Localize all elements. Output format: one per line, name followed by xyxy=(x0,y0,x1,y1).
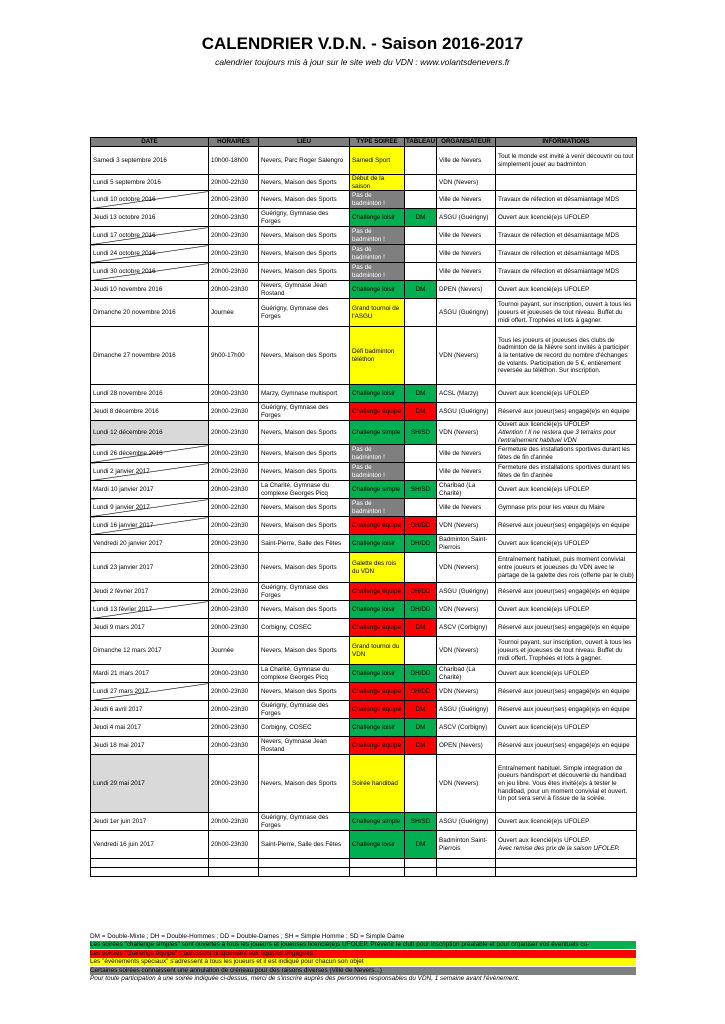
date-cell: Dimanche 12 mars 2017 xyxy=(91,637,209,665)
lieu-cell: Guérigny, Gymnase des Forges xyxy=(259,299,350,327)
date-cell: Vendredi 16 juin 2017 xyxy=(91,831,209,859)
organisateur-cell: Ville de Nevers xyxy=(437,445,496,463)
lieu-cell: Nevers, Maison des Sports xyxy=(259,445,350,463)
horaires-cell: 20h00-23h30 xyxy=(209,421,259,445)
horaires-cell: 20h00-23h30 xyxy=(209,245,259,263)
empty-cell xyxy=(259,868,350,877)
informations-cell: Réservé aux joueur(ses) engagé(e)s en équipe xyxy=(496,701,637,719)
date-cell: Lundi 30 octobre 2016 xyxy=(91,263,209,281)
informations-cell: Ouvert aux licencié(e)s UFOLEP xyxy=(496,719,637,737)
tableau-cell: DH/DD xyxy=(405,601,437,619)
lieu-cell: Guérigny, Gymnase des Forges xyxy=(259,209,350,227)
horaires-cell: 20h00-23h30 xyxy=(209,813,259,831)
lieu-cell: Guérigny, Gymnase des Forges xyxy=(259,583,350,601)
horaires-cell: 20h00-23h30 xyxy=(209,683,259,701)
organisateur-cell: VDN (Nevers) xyxy=(437,637,496,665)
tableau-cell xyxy=(405,299,437,327)
type-cell: Challenge équipe xyxy=(350,737,405,755)
lieu-cell: Nevers, Maison des Sports xyxy=(259,755,350,813)
type-cell: Challenge loisir xyxy=(350,281,405,299)
legend-gray: Certaines soirées connaissent une annulation de créneau pour des raisons diverses (Ville de Nevers...) xyxy=(90,967,636,975)
info-line: Ouvert aux licencié(e)s UFOLEP xyxy=(498,421,590,429)
lieu-cell: Nevers, Maison des Sports xyxy=(259,327,350,385)
date-cell: Lundi 26 décembre 2016 xyxy=(91,445,209,463)
informations-cell: Entraînement habituel. Simple intégration de joueurs handisport et découverte du handibad en jeu libre. Vous êtes invité(e)s à tester le handibad, pour un moment convivial et ouvert. Un pot sera servi à l'issue de la soirée. xyxy=(496,755,637,813)
tableau-cell: DH/DD xyxy=(405,683,437,701)
organisateur-cell: Ville de Nevers xyxy=(437,191,496,209)
type-cell: Pas de badminton ! xyxy=(350,445,405,463)
tableau-cell: DH/DD xyxy=(405,535,437,553)
table-row xyxy=(91,665,637,683)
table-row xyxy=(91,175,637,191)
date-cell: Lundi 9 janvier 2017 xyxy=(91,499,209,517)
empty-cell xyxy=(259,859,350,868)
tableau-cell: DH/DD xyxy=(405,517,437,535)
tableau-cell xyxy=(405,463,437,481)
horaires-cell: 20h00-23h30 xyxy=(209,831,259,859)
type-cell: Soirée handibad xyxy=(350,755,405,813)
informations-cell: Tout le monde est invité à venir découvrir ou tout simplement jouer au badminton xyxy=(496,147,637,175)
tableau-cell: DM xyxy=(405,385,437,403)
table-row xyxy=(91,147,637,175)
table-row xyxy=(91,619,637,637)
informations-cell: Ouvert aux licencié(e)s UFOLEP xyxy=(496,281,637,299)
empty-cell xyxy=(350,868,405,877)
table-row xyxy=(91,601,637,619)
table-row xyxy=(91,719,637,737)
date-cell: Mardi 21 mars 2017 xyxy=(91,665,209,683)
tableau-cell xyxy=(405,175,437,191)
type-cell: Challenge équipe xyxy=(350,701,405,719)
empty-cell xyxy=(209,859,259,868)
date-cell: Jeudi 18 mai 2017 xyxy=(91,737,209,755)
date-cell: Jeudi 13 octobre 2016 xyxy=(91,209,209,227)
informations-cell: Fermeture des installations sportives durant les fêtes de fin d'année xyxy=(496,463,637,481)
date-cell: Jeudi 2 février 2017 xyxy=(91,583,209,601)
empty-cell xyxy=(437,868,496,877)
informations-cell: Ouvert aux licencié(e)s UFOLEP xyxy=(496,813,637,831)
lieu-cell: Marzy, Gymnase multisport xyxy=(259,385,350,403)
table-row xyxy=(91,831,637,859)
tableau-cell: DH/DD xyxy=(405,665,437,683)
horaires-cell: 20h00-23h30 xyxy=(209,755,259,813)
horaires-cell: 20h00-23h30 xyxy=(209,583,259,601)
date-cell: Dimanche 27 novembre 2016 xyxy=(91,327,209,385)
tableau-cell: SH/SD xyxy=(405,813,437,831)
type-cell: Challenge simple xyxy=(350,813,405,831)
col-organisateur: ORGANISATEUR xyxy=(437,138,496,147)
informations-cell: Ouvert aux licencié(e)s UFOLEP xyxy=(496,209,637,227)
organisateur-cell: Ville de Nevers xyxy=(437,463,496,481)
type-cell: Challenge loisir xyxy=(350,209,405,227)
organisateur-cell: VDN (Nevers) xyxy=(437,327,496,385)
table-row xyxy=(91,517,637,535)
date-cell: Jeudi 4 mai 2017 xyxy=(91,719,209,737)
empty-cell xyxy=(496,859,637,868)
informations-cell: Travaux de réfection et désamiantage MDS xyxy=(496,245,637,263)
tableau-cell: DM xyxy=(405,719,437,737)
date-cell: Jeudi 6 avril 2017 xyxy=(91,701,209,719)
informations-cell: Réservé aux joueur(ses) engagé(e)s en équipe xyxy=(496,583,637,601)
empty-cell xyxy=(496,868,637,877)
lieu-cell: Nevers, Maison des Sports xyxy=(259,637,350,665)
tableau-cell xyxy=(405,191,437,209)
date-cell: Jeudi 8 décembre 2016 xyxy=(91,403,209,421)
page-title: CALENDRIER V.D.N. - Saison 2016-2017 xyxy=(201,34,524,53)
calendar-table xyxy=(90,137,637,877)
info-line: Ouvert aux licencié(e)s UFOLEP. xyxy=(498,837,591,845)
informations-cell: Ouvert aux licencié(e)s UFOLEP xyxy=(496,601,637,619)
date-cell: Dimanche 20 novembre 2016 xyxy=(91,299,209,327)
table-row xyxy=(91,755,637,813)
table-row xyxy=(91,583,637,601)
type-cell: Défi badminton téléthon xyxy=(350,327,405,385)
table-row xyxy=(91,191,637,209)
horaires-cell: 20h00-23h30 xyxy=(209,281,259,299)
organisateur-cell: VDN (Nevers) xyxy=(437,553,496,583)
horaires-cell: 20h00-23h30 xyxy=(209,385,259,403)
date-cell: Lundi 13 février 2017 xyxy=(91,601,209,619)
informations-cell xyxy=(496,831,637,859)
lieu-cell: Nevers, Parc Roger Salengro xyxy=(259,147,350,175)
organisateur-cell: Charibad (La Charité) xyxy=(437,481,496,499)
lieu-cell: Saint-Pierre, Salle des Fêtes xyxy=(259,831,350,859)
info-note: Avec remise des prix de la saison UFOLEP. xyxy=(498,844,620,852)
tableau-cell: DM xyxy=(405,831,437,859)
date-cell: Jeudi 9 mars 2017 xyxy=(91,619,209,637)
informations-cell: Travaux de réfection et désamiantage MDS xyxy=(496,191,637,209)
tableau-cell xyxy=(405,263,437,281)
type-cell: Challenge simple xyxy=(350,421,405,445)
date-cell: Samedi 3 septembre 2016 xyxy=(91,147,209,175)
type-cell: Début de la saison xyxy=(350,175,405,191)
organisateur-cell: ASGU (Guérigny) xyxy=(437,299,496,327)
table-row xyxy=(91,535,637,553)
horaires-cell: 20h00-23h30 xyxy=(209,619,259,637)
organisateur-cell: DPEN (Nevers) xyxy=(437,281,496,299)
table-row xyxy=(91,553,637,583)
informations-cell: Fermeture des installations sportives durant les fêtes de fin d'année xyxy=(496,445,637,463)
horaires-cell: 20h00-23h30 xyxy=(209,601,259,619)
type-cell: Challenge loisir xyxy=(350,601,405,619)
organisateur-cell: Ville de Nevers xyxy=(437,245,496,263)
informations-cell: Travaux de réfection et désamiantage MDS xyxy=(496,263,637,281)
organisateur-cell: Charibad (La Charité) xyxy=(437,665,496,683)
table-row xyxy=(91,737,637,755)
lieu-cell: Saint-Pierre, Salle des Fêtes xyxy=(259,535,350,553)
horaires-cell: 20h00-23h30 xyxy=(209,191,259,209)
table-row xyxy=(91,499,637,517)
empty-cell xyxy=(91,859,209,868)
table-header-row xyxy=(91,138,637,147)
horaires-cell: 20h00-23h30 xyxy=(209,463,259,481)
organisateur-cell: VDN (Nevers) xyxy=(437,421,496,445)
horaires-cell: 20h00-23h30 xyxy=(209,517,259,535)
organisateur-cell: ASGU (Guérigny) xyxy=(437,813,496,831)
horaires-cell: 20h00-22h30 xyxy=(209,499,259,517)
table-row xyxy=(91,209,637,227)
empty-cell xyxy=(209,868,259,877)
horaires-cell: 20h00-23h30 xyxy=(209,227,259,245)
tableau-cell xyxy=(405,245,437,263)
type-cell: Challenge équipe xyxy=(350,619,405,637)
col-date: DATE xyxy=(91,138,209,147)
horaires-cell: 20h00-22h30 xyxy=(209,175,259,191)
table-row xyxy=(91,683,637,701)
date-cell: Mardi 10 janvier 2017 xyxy=(91,481,209,499)
date-cell: Lundi 17 octobre 2016 xyxy=(91,227,209,245)
table-row xyxy=(91,263,637,281)
tableau-cell xyxy=(405,227,437,245)
empty-cell xyxy=(405,868,437,877)
date-cell: Lundi 28 novembre 2016 xyxy=(91,385,209,403)
type-cell: Challenge équipe xyxy=(350,583,405,601)
tableau-cell: SH/SD xyxy=(405,421,437,445)
organisateur-cell: VDN (Nevers) xyxy=(437,755,496,813)
lieu-cell: La Charité, Gymnase du complexe Georges Picq xyxy=(259,481,350,499)
horaires-cell: 9h00-17h00 xyxy=(209,327,259,385)
tableau-cell xyxy=(405,147,437,175)
table-row xyxy=(91,813,637,831)
tableau-cell: DM xyxy=(405,403,437,421)
empty-cell xyxy=(350,859,405,868)
organisateur-cell: ACSL (Marzy) xyxy=(437,385,496,403)
lieu-cell: Nevers, Maison des Sports xyxy=(259,191,350,209)
informations-cell: Tournoi payant, sur inscription, ouvert à tous les joueurs et joueuses de tout niveau. Buffet du midi offert. Trophées et lots à gagner. xyxy=(496,299,637,327)
lieu-cell: Nevers, Maison des Sports xyxy=(259,601,350,619)
table-row xyxy=(91,327,637,385)
col-informations: INFORMATIONS xyxy=(496,138,637,147)
organisateur-cell: Badminton Saint-Pierrois xyxy=(437,831,496,859)
organisateur-cell: ASCV (Corbigny) xyxy=(437,619,496,637)
table-row xyxy=(91,637,637,665)
lieu-cell: Nevers, Maison des Sports xyxy=(259,245,350,263)
type-cell: Grand tournoi de l'ASGU xyxy=(350,299,405,327)
horaires-cell: 20h00-23h30 xyxy=(209,403,259,421)
informations-cell: Ouvert aux licencié(e)s UFOLEP xyxy=(496,481,637,499)
empty-cell xyxy=(405,859,437,868)
lieu-cell: Corbigny, COSEC xyxy=(259,619,350,637)
col-tableau: TABLEAU xyxy=(405,138,436,146)
informations-cell: Travaux de réfection et désamiantage MDS xyxy=(496,227,637,245)
date-cell: Lundi 23 janvier 2017 xyxy=(91,553,209,583)
type-cell: Challenge loisir xyxy=(350,719,405,737)
type-cell: Pas de badminton ! xyxy=(350,463,405,481)
horaires-cell: 10h00-18h00 xyxy=(209,147,259,175)
organisateur-cell: Ville de Nevers xyxy=(437,499,496,517)
table-row xyxy=(91,445,637,463)
organisateur-cell: VDN (Nevers) xyxy=(437,601,496,619)
table-row xyxy=(91,403,637,421)
tableau-cell xyxy=(405,755,437,813)
col-type: TYPE SOIREE xyxy=(350,138,405,147)
horaires-cell: 20h00-23h30 xyxy=(209,481,259,499)
informations-cell: Tous les joueurs et joueuses des clubs de badminton de la Nièvre sont invités à participer à la tentative de record du nombre d'échanges de volants. Participation de 5 €, entièrement reversée au téléthon. Sur inscription. xyxy=(496,327,637,385)
tableau-cell xyxy=(405,327,437,385)
type-cell: Challenge simple xyxy=(350,481,405,499)
tableau-cell: SH/SD xyxy=(405,481,437,499)
type-cell: Pas de badminton ! xyxy=(350,263,405,281)
type-cell: Challenge loisir xyxy=(350,665,405,683)
legend-green: Les soirées "challenge simples" sont ouvertes à tous les joueurs et joueuses licencié(e)s UFOLEP. Prévenir le club pour inscription préalable et pour organiser vos éventuels co- xyxy=(90,941,636,949)
tableau-cell: DH/DD xyxy=(405,583,437,601)
date-cell: Lundi 16 janvier 2017 xyxy=(91,517,209,535)
type-cell: Challenge équipe xyxy=(350,683,405,701)
date-cell: Lundi 12 décembre 2016 xyxy=(91,421,209,445)
date-cell: Lundi 10 octobre 2016 xyxy=(91,191,209,209)
organisateur-cell: Ville de Nevers xyxy=(437,227,496,245)
lieu-cell: Nevers, Maison des Sports xyxy=(259,683,350,701)
type-cell: Challenge loisir xyxy=(350,831,405,859)
lieu-cell: Guérigny, Gymnase des Forges xyxy=(259,701,350,719)
legend-yellow: Les "évènements spéciaux" s'adressent à tous les joueurs et il est indiqué pour chacun son objet xyxy=(90,958,636,966)
table-row xyxy=(91,421,637,445)
horaires-cell: Journée xyxy=(209,637,259,665)
page-subtitle: calendrier toujours mis à jour sur le site web du VDN : www.volantsdenevers.fr xyxy=(215,57,510,67)
lieu-cell: Nevers, Maison des Sports xyxy=(259,553,350,583)
informations-cell xyxy=(496,175,637,191)
date-cell: Vendredi 20 janvier 2017 xyxy=(91,535,209,553)
horaires-cell: 20h00-23h30 xyxy=(209,445,259,463)
legend-note: Pour toute participation à une soirée indiquée ci-dessus, merci de s'inscrire auprès des personnes responsables du VDN, 1 semaine avant l'évènement. xyxy=(90,975,520,982)
lieu-cell: Guérigny, Gymnase des Forges xyxy=(259,403,350,421)
type-cell: Samedi Sport xyxy=(350,147,405,175)
horaires-cell: 20h00-23h30 xyxy=(209,719,259,737)
lieu-cell: Nevers, Maison des Sports xyxy=(259,263,350,281)
col-horaires: HORAIRES xyxy=(209,138,259,147)
type-cell: Grand tournoi du VDN xyxy=(350,637,405,665)
informations-cell: Ouvert aux licencié(e)s UFOLEP xyxy=(496,535,637,553)
lieu-cell: La Charité, Gymnase du complexe Georges Picq xyxy=(259,665,350,683)
informations-cell: Réservé aux joueur(ses) engagé(e)s en équipe xyxy=(496,619,637,637)
lieu-cell: Nevers, Gymnase Jean Rostand xyxy=(259,737,350,755)
date-cell: Lundi 24 octobre 2016 xyxy=(91,245,209,263)
organisateur-cell: ASCV (Corbigny) xyxy=(437,719,496,737)
informations-cell: Ouvert aux licencié(e)s UFOLEP xyxy=(496,385,637,403)
informations-cell: Gymnase pris pour les vœux du Maire xyxy=(496,499,637,517)
lieu-cell: Nevers, Maison des Sports xyxy=(259,175,350,191)
date-cell: Jeudi 10 novembre 2016 xyxy=(91,281,209,299)
type-cell: Challenge loisir xyxy=(350,385,405,403)
organisateur-cell: ASGU (Guérigny) xyxy=(437,701,496,719)
tableau-cell: DM xyxy=(405,737,437,755)
table-row xyxy=(91,481,637,499)
informations-cell: Tournoi payant, sur inscription, ouvert à tous les joueurs et joueuses de tout niveau. Buffet du midi offert. Trophées et lots à gagner. xyxy=(496,637,637,665)
horaires-cell: 20h00-23h30 xyxy=(209,535,259,553)
empty-cell xyxy=(91,868,209,877)
type-cell: Pas de badminton ! xyxy=(350,227,405,245)
type-cell: Pas de badminton ! xyxy=(350,245,405,263)
empty-row xyxy=(91,868,637,877)
informations-cell: Réservé aux joueur(ses) engagé(e)s en équipe xyxy=(496,403,637,421)
horaires-cell: 20h00-23h30 xyxy=(209,701,259,719)
table-row xyxy=(91,245,637,263)
type-cell: Challenge équipe xyxy=(350,403,405,421)
lieu-cell: Nevers, Maison des Sports xyxy=(259,517,350,535)
organisateur-cell: Ville de Nevers xyxy=(437,147,496,175)
tableau-cell xyxy=(405,553,437,583)
table-row xyxy=(91,463,637,481)
table-row xyxy=(91,227,637,245)
col-lieu: LIEU xyxy=(259,138,350,147)
lieu-cell: Nevers, Maison des Sports xyxy=(259,463,350,481)
informations-cell: Entraînement habituel, puis moment convivial entre joueurs et joueuses du VDN avec le partage de la galette des rois (offerte par le club) xyxy=(496,553,637,583)
horaires-cell: 20h00-23h30 xyxy=(209,553,259,583)
organisateur-cell: ASGU (Guérigny) xyxy=(437,403,496,421)
lieu-cell: Nevers, Maison des Sports xyxy=(259,421,350,445)
lieu-cell: Nevers, Maison des Sports xyxy=(259,499,350,517)
informations-cell: Ouvert aux licencié(e)s UFOLEP xyxy=(496,665,637,683)
table-row xyxy=(91,701,637,719)
legend-red: Les soirées "challenge équipe" s'adressent uniquement aux équipes engagées. xyxy=(90,950,636,958)
tableau-cell: DM xyxy=(405,209,437,227)
horaires-cell: 20h00-23h30 xyxy=(209,209,259,227)
lieu-cell: Nevers, Gymnase Jean Rostand xyxy=(259,281,350,299)
horaires-cell: Journée xyxy=(209,299,259,327)
tableau-cell: DM xyxy=(405,701,437,719)
organisateur-cell: ASGU (Guérigny) xyxy=(437,209,496,227)
lieu-cell: Nevers, Maison des Sports xyxy=(259,227,350,245)
tableau-cell xyxy=(405,499,437,517)
organisateur-cell: VDN (Nevers) xyxy=(437,517,496,535)
type-cell: Galette des rois du VDN xyxy=(350,553,405,583)
informations-cell: Réservé aux joueur(ses) engagé(e)s en équipe xyxy=(496,737,637,755)
organisateur-cell: Ville de Nevers xyxy=(437,263,496,281)
empty-row xyxy=(91,859,637,868)
date-cell: Jeudi 1er juin 2017 xyxy=(91,813,209,831)
type-cell: Challenge loisir xyxy=(350,535,405,553)
organisateur-cell: VDN (Nevers) xyxy=(437,175,496,191)
table-row xyxy=(91,299,637,327)
table-row xyxy=(91,281,637,299)
tableau-cell xyxy=(405,637,437,665)
informations-cell: Réservé aux joueur(ses) engagé(e)s en équipe xyxy=(496,517,637,535)
tableau-cell xyxy=(405,445,437,463)
informations-cell: Réservé aux joueur(ses) engagé(e)s en équipe xyxy=(496,683,637,701)
organisateur-cell: VDN (Nevers) xyxy=(437,683,496,701)
type-cell: Pas de badminton ! xyxy=(350,499,405,517)
tableau-cell: DM xyxy=(405,619,437,637)
tableau-cell: DM xyxy=(405,281,437,299)
lieu-cell: Guérigny, Gymnase des Forges xyxy=(259,813,350,831)
date-cell: Lundi 27 mars 2017 xyxy=(91,683,209,701)
horaires-cell: 20h00-23h30 xyxy=(209,263,259,281)
legend-abbreviations: DM = Double-Mixte ; DH = Double-Hommes ; DD = Double-Dames ; SH = Simple Homme ; SD = Simple Dame xyxy=(90,933,405,940)
horaires-cell: 20h00-23h30 xyxy=(209,737,259,755)
date-cell: Lundi 29 mai 2017 xyxy=(91,755,209,813)
organisateur-cell: OPEN (Nevers) xyxy=(437,737,496,755)
lieu-cell: Corbigny, COSEC xyxy=(259,719,350,737)
organisateur-cell: ASGU (Guérigny) xyxy=(437,583,496,601)
type-cell: Challenge équipe xyxy=(350,517,405,535)
date-cell: Lundi 2 janvier 2017 xyxy=(91,463,209,481)
table-row xyxy=(91,385,637,403)
type-cell: Pas de badminton ! xyxy=(350,191,405,209)
organisateur-cell: Badminton Saint-Pierrois xyxy=(437,535,496,553)
horaires-cell: 20h00-23h30 xyxy=(209,665,259,683)
informations-cell xyxy=(496,421,637,445)
info-note: Attention ! Il ne restera que 3 terrains pour l'entraînement habituel VDN xyxy=(498,429,616,444)
date-cell: Lundi 5 septembre 2016 xyxy=(91,175,209,191)
empty-cell xyxy=(437,859,496,868)
